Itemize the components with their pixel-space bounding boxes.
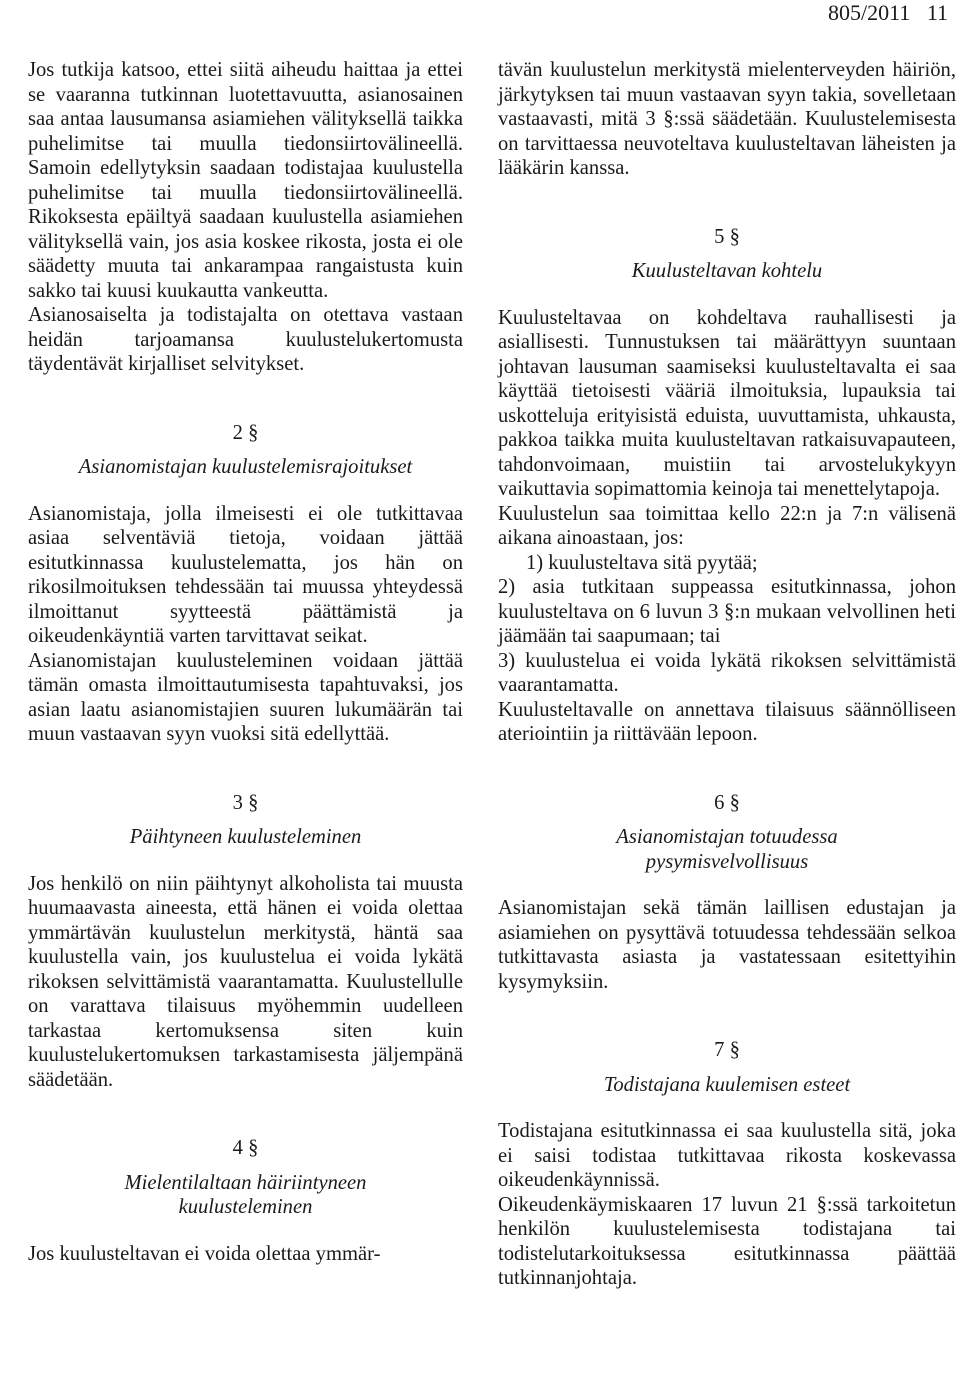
section-title <box>28 1171 463 1220</box>
paragraph: Jos tutkija katsoo, ettei siitä aiheudu haittaa ja ettei se vaaranna tutkinnan luotettavuutta, asianosainen saa antaa lausumansa asiamiehen välityksellä taikka puhelimitse tai muulla tiedonsiirtovälineellä. Samoin edellytyksin saadaan todistajaa kuulustella puhelimitse tai muulla tiedonsiirtovälineellä. Rikoksesta epäiltyä saadaan kuulustella asiamiehen välityksellä vain, jos asia koskee rikosta, josta ei ole säädetty muuta tai ankarampaa rangaistusta kuin sakko tai kuusi kuukautta vankeutta. <box>28 59 463 302</box>
paragraph: Jos henkilö on niin päihtynyt alkoholista tai muusta huumaavasta aineesta, että hänen ei voida olettaa ymmärtävän kuulustelun merkitystä, häntä saa kuulustella vain, jos kuulustelua ei voida lykätä rikoksen selvittämistä vaarantamatta. Kuulustellulle on varattava tilaisuus myöhemmin uudelleen tarkastaa kertomuksensa siten kuin kuulustelukertomuksen tarkastamisesta jäljempänä säädetään. <box>28 872 463 1091</box>
paragraph: Asianosaiselta ja todistajalta on otettava vastaan heidän tarjoamansa kuulustelukertomusta täydentävät kirjalliset selvitykset. <box>28 304 463 375</box>
section-title: Asianomistajan kuulustelemisrajoitukset <box>78 456 413 478</box>
paragraph: Todistajana esitutkinnassa ei saa kuulustella sitä, joka ei saisi todistaa tutkittavaa rikosta koskevassa oikeudenkäynnissä. <box>498 1120 956 1191</box>
paragraph: Jos kuulusteltavan ei voida olettaa ymmär- <box>28 1242 381 1265</box>
paragraph: Kuulusteltavaa on kohdeltava rauhallisesti ja asiallisesti. Tunnustuksen tai määrättyyn suuntaan johtavan lausuman saamiseksi kuulusteltavalta ei saa käyttää tietoisesti vääriä ilmoituksia, lupauksia tai uskotteluja erityisistä eduista, uuvuttamista, uhkausta, pakkoa taikka muita kuulusteltavan ratkaisuvapauteen, tahdonvoimaan, muistiin tai arvostelukykyyn vaikuttavia sopimattomia keinoja tai menettelytapoja. <box>498 306 956 500</box>
section-number: 2 § <box>232 421 259 444</box>
section-title-line: Mielentilaltaan häiriintyneen <box>124 1171 367 1194</box>
list-item: 3) kuulustelua ei voida lykätä rikoksen selvittämistä vaarantamatta. <box>498 649 956 696</box>
section-title-line: kuulusteleminen <box>178 1196 313 1218</box>
section-number: 5 § <box>714 225 740 248</box>
paragraph: Asianomistajan kuulusteleminen voidaan jättää tämän omasta ilmoittautumisesta tapahtuvaksi, jos asian laatu asianomistajien suuren lukumäärän tai muun vastaavan syyn vuoksi sitä edellyttää. <box>28 649 463 745</box>
right-column <box>498 58 956 1291</box>
section-title-line: Asianomistajan totuudessa <box>616 826 838 848</box>
section-title-line: pysymisvelvollisuus <box>645 850 809 873</box>
left-column <box>28 58 463 1266</box>
paragraph: Kuulustelun saa toimittaa kello 22:n ja 7:n välisenä aikana ainoastaan, jos: <box>498 502 956 549</box>
section-number: 4 § <box>232 1137 259 1159</box>
paragraph: tävän kuulustelun merkitystä mielenterveyden häiriön, järkytyksen tai muun vastaavan syyn takia, sovelletaan vastaavasti, mitä 3 §:ssä säädetään. Kuulustelemisesta on tarvittaessa neuvoteltava kuulusteltavan läheisten ja lääkärin kanssa. <box>498 59 956 179</box>
paragraph: Asianomistajan sekä tämän laillisen edustajan ja asiamiehen on pysyttävä totuudessa tehdessään selkoa tutkittavasta asiasta ja vastatessaan esitettyihin kysymyksiin. <box>498 897 956 993</box>
list-item: 2) asia tutkitaan suppeassa esitutkinnassa, johon kuulusteltava on 6 luvun 3 §:n mukaan velvollinen heti jäämään tai saapumaan; tai <box>498 576 956 647</box>
section-title: Päihtyneen kuulusteleminen <box>129 826 362 848</box>
section-title: Todistajana kuulemisen esteet <box>603 1073 851 1096</box>
section-number: 3 § <box>232 791 259 814</box>
section-number: 7 § <box>714 1039 740 1061</box>
section-title: Kuulusteltavan kohtelu <box>631 260 823 282</box>
list-item: 1) kuulusteltava sitä pyytää; <box>526 551 758 574</box>
section-number: 6 § <box>714 791 740 814</box>
page-header <box>0 0 960 30</box>
paragraph: Oikeudenkäymiskaaren 17 luvun 21 §:ssä tarkoitetun henkilön kuulustelemisesta todistajana tai todistelutarkoituksessa esitutkinnassa päättää tutkinnanjohtaja. <box>498 1193 956 1289</box>
paragraph: Asianomistaja, jolla ilmeisesti ei ole tutkittavaa asiaa selventäviä tietoja, voidaan jättää esitutkinnassa kuulustelematta, jos hän on rikosilmoituksen tehdessään tai muussa yhteydessä ilmoittanut syytteestä päättämistä ja oikeudenkäyntiä varten tarvittavat seikat. <box>28 502 463 647</box>
paragraph: Kuulusteltavalle on annettava tilaisuus säännölliseen ateriointiin ja riittävään lepoon. <box>498 698 956 745</box>
publication-number: 805/2011 <box>828 0 911 25</box>
page-number: 11 <box>926 0 948 25</box>
section-title <box>498 825 956 874</box>
